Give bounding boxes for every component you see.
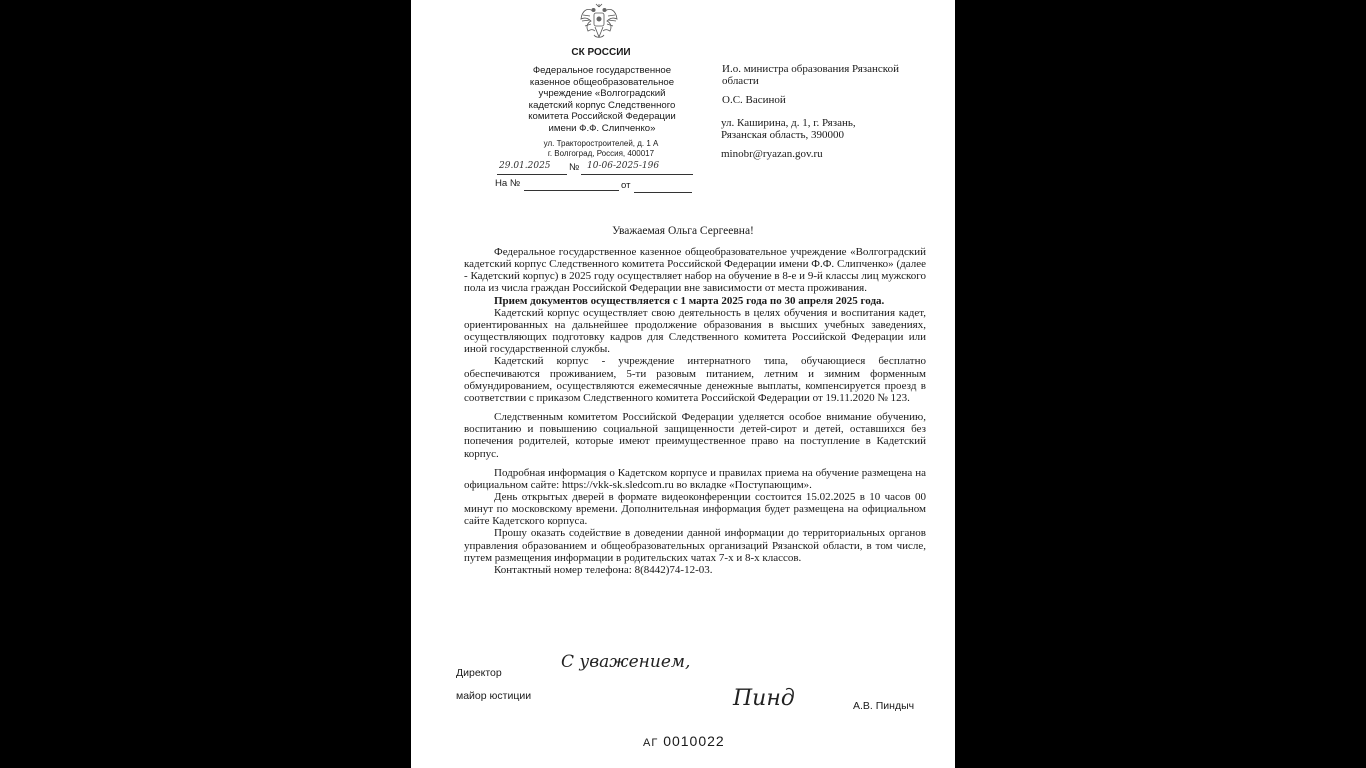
body-paragraph: Подробная информация о Кадетском корпусе и правилах приема на обучение размещена на официальном сайте: https://vkk-sk.sledcom.ru во вкладке «Поступающим». (464, 466, 926, 491)
recipient-title (722, 63, 899, 87)
body-paragraph: Прошу оказать содействие в доведении данной информации до территориальных органов управления образованием и общеобразовательных организаций Рязанской области, в том числе, путем размещения информации в родительских чатах 7-х и 8-х классов. (464, 527, 926, 564)
serial-digits: 0010022 (663, 733, 725, 749)
recipient-address-line: ул. Каширина, д. 1, г. Рязань, (721, 117, 856, 129)
recipient-address-line: Рязанская область, 390000 (721, 129, 845, 141)
signer-name: А.В. Пиндыч (853, 700, 915, 712)
reply-from-label: от (621, 180, 631, 191)
serial-prefix: АГ (643, 737, 659, 749)
reply-number-label: На № (495, 178, 521, 189)
org-description-line: Федеральное государственное (532, 65, 672, 76)
recipient-name: О.С. Васиной (722, 94, 786, 106)
org-description-line: комитета Российской Федерации (528, 111, 676, 123)
org-address (511, 139, 691, 158)
recipient-title-line: И.о. министра образования Рязанской (722, 63, 899, 75)
org-address-line: ул. Тракторостроителей, д. 1 А (543, 139, 659, 148)
signer-position: Директор (456, 667, 502, 679)
org-short-name: СК РОССИИ (571, 47, 631, 58)
letter-body (464, 246, 926, 576)
org-description-line: имени Ф.Ф. Слипченко» (548, 122, 656, 134)
recipient-title-line: области (722, 75, 759, 87)
reg-number-underline (581, 173, 693, 175)
reg-date-underline (497, 173, 567, 175)
reg-date: 29.01.2025 (499, 161, 551, 171)
reply-date-underline (634, 191, 692, 193)
reg-number-label: № (569, 162, 580, 173)
org-description-line: кадетский корпус Следственного (528, 99, 676, 111)
body-paragraph-deadline: Прием документов осуществляется с 1 марта 2025 года по 30 апреля 2025 года. (494, 294, 885, 307)
body-paragraph: Кадетский корпус - учреждение интернатного типа, обучающиеся бесплатно обеспечиваются проживанием, 5-ти разовым питанием, летним и зимним форменным обмундированием, осуществляются ежемесячные денежные выплаты, компенсируется проезд в соответствии с приказом Следственного комитета Российской Федерации от 19.11.2020 № 123. (464, 355, 926, 404)
body-paragraph: Следственным комитетом Российской Федерации уделяется особое внимание обучению, воспитанию и повышению социальной защищенности детей-сирот и детей, оставшихся без попечения родителей, которые имеют преимущественное право на поступление в Кадетский корпус. (464, 411, 926, 460)
greeting: Уважаемая Ольга Сергеевна! (612, 225, 754, 237)
body-paragraph: День открытых дверей в формате видеоконференции состоится 15.02.2025 в 10 часов 00 минут по московскому времени. Дополнительная информация будет размещена на официальном сайте Кадетского корпуса. (464, 490, 926, 528)
reg-number: 10-06-2025-196 (587, 161, 660, 171)
signer-rank: майор юстиции (456, 690, 532, 702)
org-address-line: г. Волгоград, Россия, 400017 (547, 148, 655, 158)
serial-number (643, 733, 725, 749)
letter-page (411, 0, 955, 768)
org-description-line: учреждение «Волгоградский (538, 88, 666, 100)
recipient-email: minobr@ryazan.gov.ru (721, 148, 823, 160)
org-description (509, 65, 695, 135)
body-paragraph: Кадетский корпус осуществляет свою деятельность в целях обучения и воспитания кадет, ориентированных на дальнейшее продолжение образования в высших учебных заведениях, осуществляющих подготовку кадров для Следственного комитета Российской Федерации или иной государственной службы. (464, 306, 926, 356)
reply-number-underline (524, 189, 619, 191)
russian-emblem-icon (579, 3, 619, 41)
org-description-line: казенное общеобразовательное (529, 76, 675, 88)
body-paragraph: Федеральное государственное казенное общеобразовательное учреждение «Волгоградский кадетский корпус Следственного комитета Российской Федерации имени Ф.Ф. Слипченко» (далее - Кадетский корпус) в 2025 году осуществляет набор на обучение в 8-е и 9-й классы лиц мужского пола из числа граждан Российской Федерации вне зависимости от места проживания. (464, 246, 926, 295)
body-paragraph-contact: Контактный номер телефона: 8(8442)74-12-03. (494, 563, 713, 576)
closing-handwritten: С уважением, (561, 652, 691, 672)
signature-scribble: Пинд (733, 686, 795, 711)
recipient-address (721, 117, 856, 141)
